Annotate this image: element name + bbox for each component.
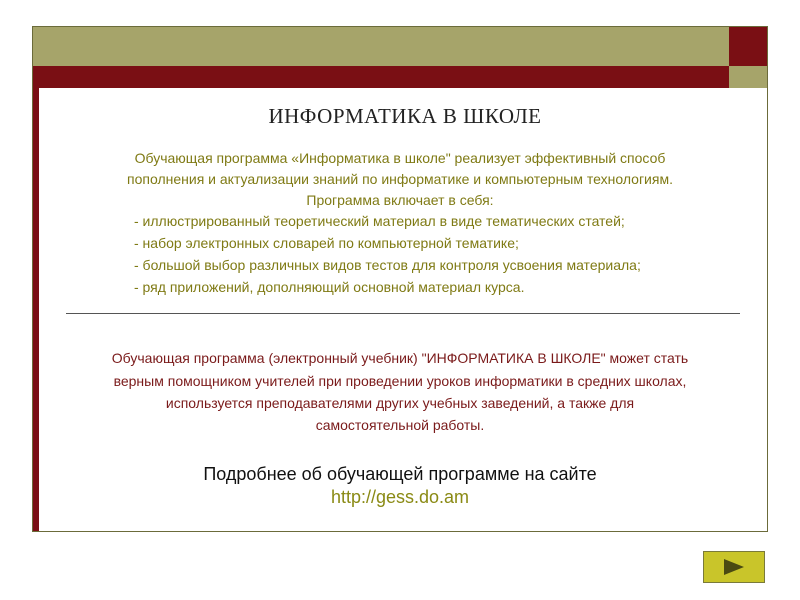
description-line: верным помощником учителей при проведении уроков информатики в средних школах, (113, 373, 687, 389)
intro-line: Обучающая программа «Информатика в школе" реализует эффективный способ (134, 150, 666, 166)
header-band-maroon (33, 66, 729, 88)
section-divider (66, 313, 740, 314)
feature-list-item: - большой выбор различных видов тестов для контроля усвоения материала; (134, 257, 641, 273)
description-line: используется преподавателями других учебных заведений, а также для (165, 395, 635, 411)
intro-line: пополнения и актуализации знаний по информатике и компьютерным технологиям. (127, 171, 673, 187)
left-accent-bar (33, 88, 39, 531)
description-line: самостоятельной работы. (315, 417, 485, 433)
feature-list-item: - набор электронных словарей по компьютерной тематике; (134, 235, 519, 251)
next-slide-button[interactable] (703, 551, 765, 583)
header-corner-olive (729, 66, 767, 88)
feature-list (134, 210, 641, 298)
slide-title: ИНФОРМАТИКА В ШКОЛЕ (268, 104, 542, 128)
header-band-olive (33, 27, 729, 66)
header-corner-maroon (729, 27, 767, 66)
feature-list-item: - иллюстрированный теоретический материал в виде тематических статей; (134, 213, 625, 229)
description-line: Обучающая программа (электронный учебник) "ИНФОРМАТИКА В ШКОЛЕ" может стать (111, 350, 689, 366)
play-triangle-icon (722, 558, 746, 576)
more-info-text: Подробнее об обучающей программе на сайте (203, 464, 597, 484)
intro-line: Программа включает в себя: (306, 192, 494, 208)
feature-list-item: - ряд приложений, дополняющий основной материал курса. (134, 279, 525, 295)
website-link[interactable]: http://gess.do.am (330, 487, 470, 507)
